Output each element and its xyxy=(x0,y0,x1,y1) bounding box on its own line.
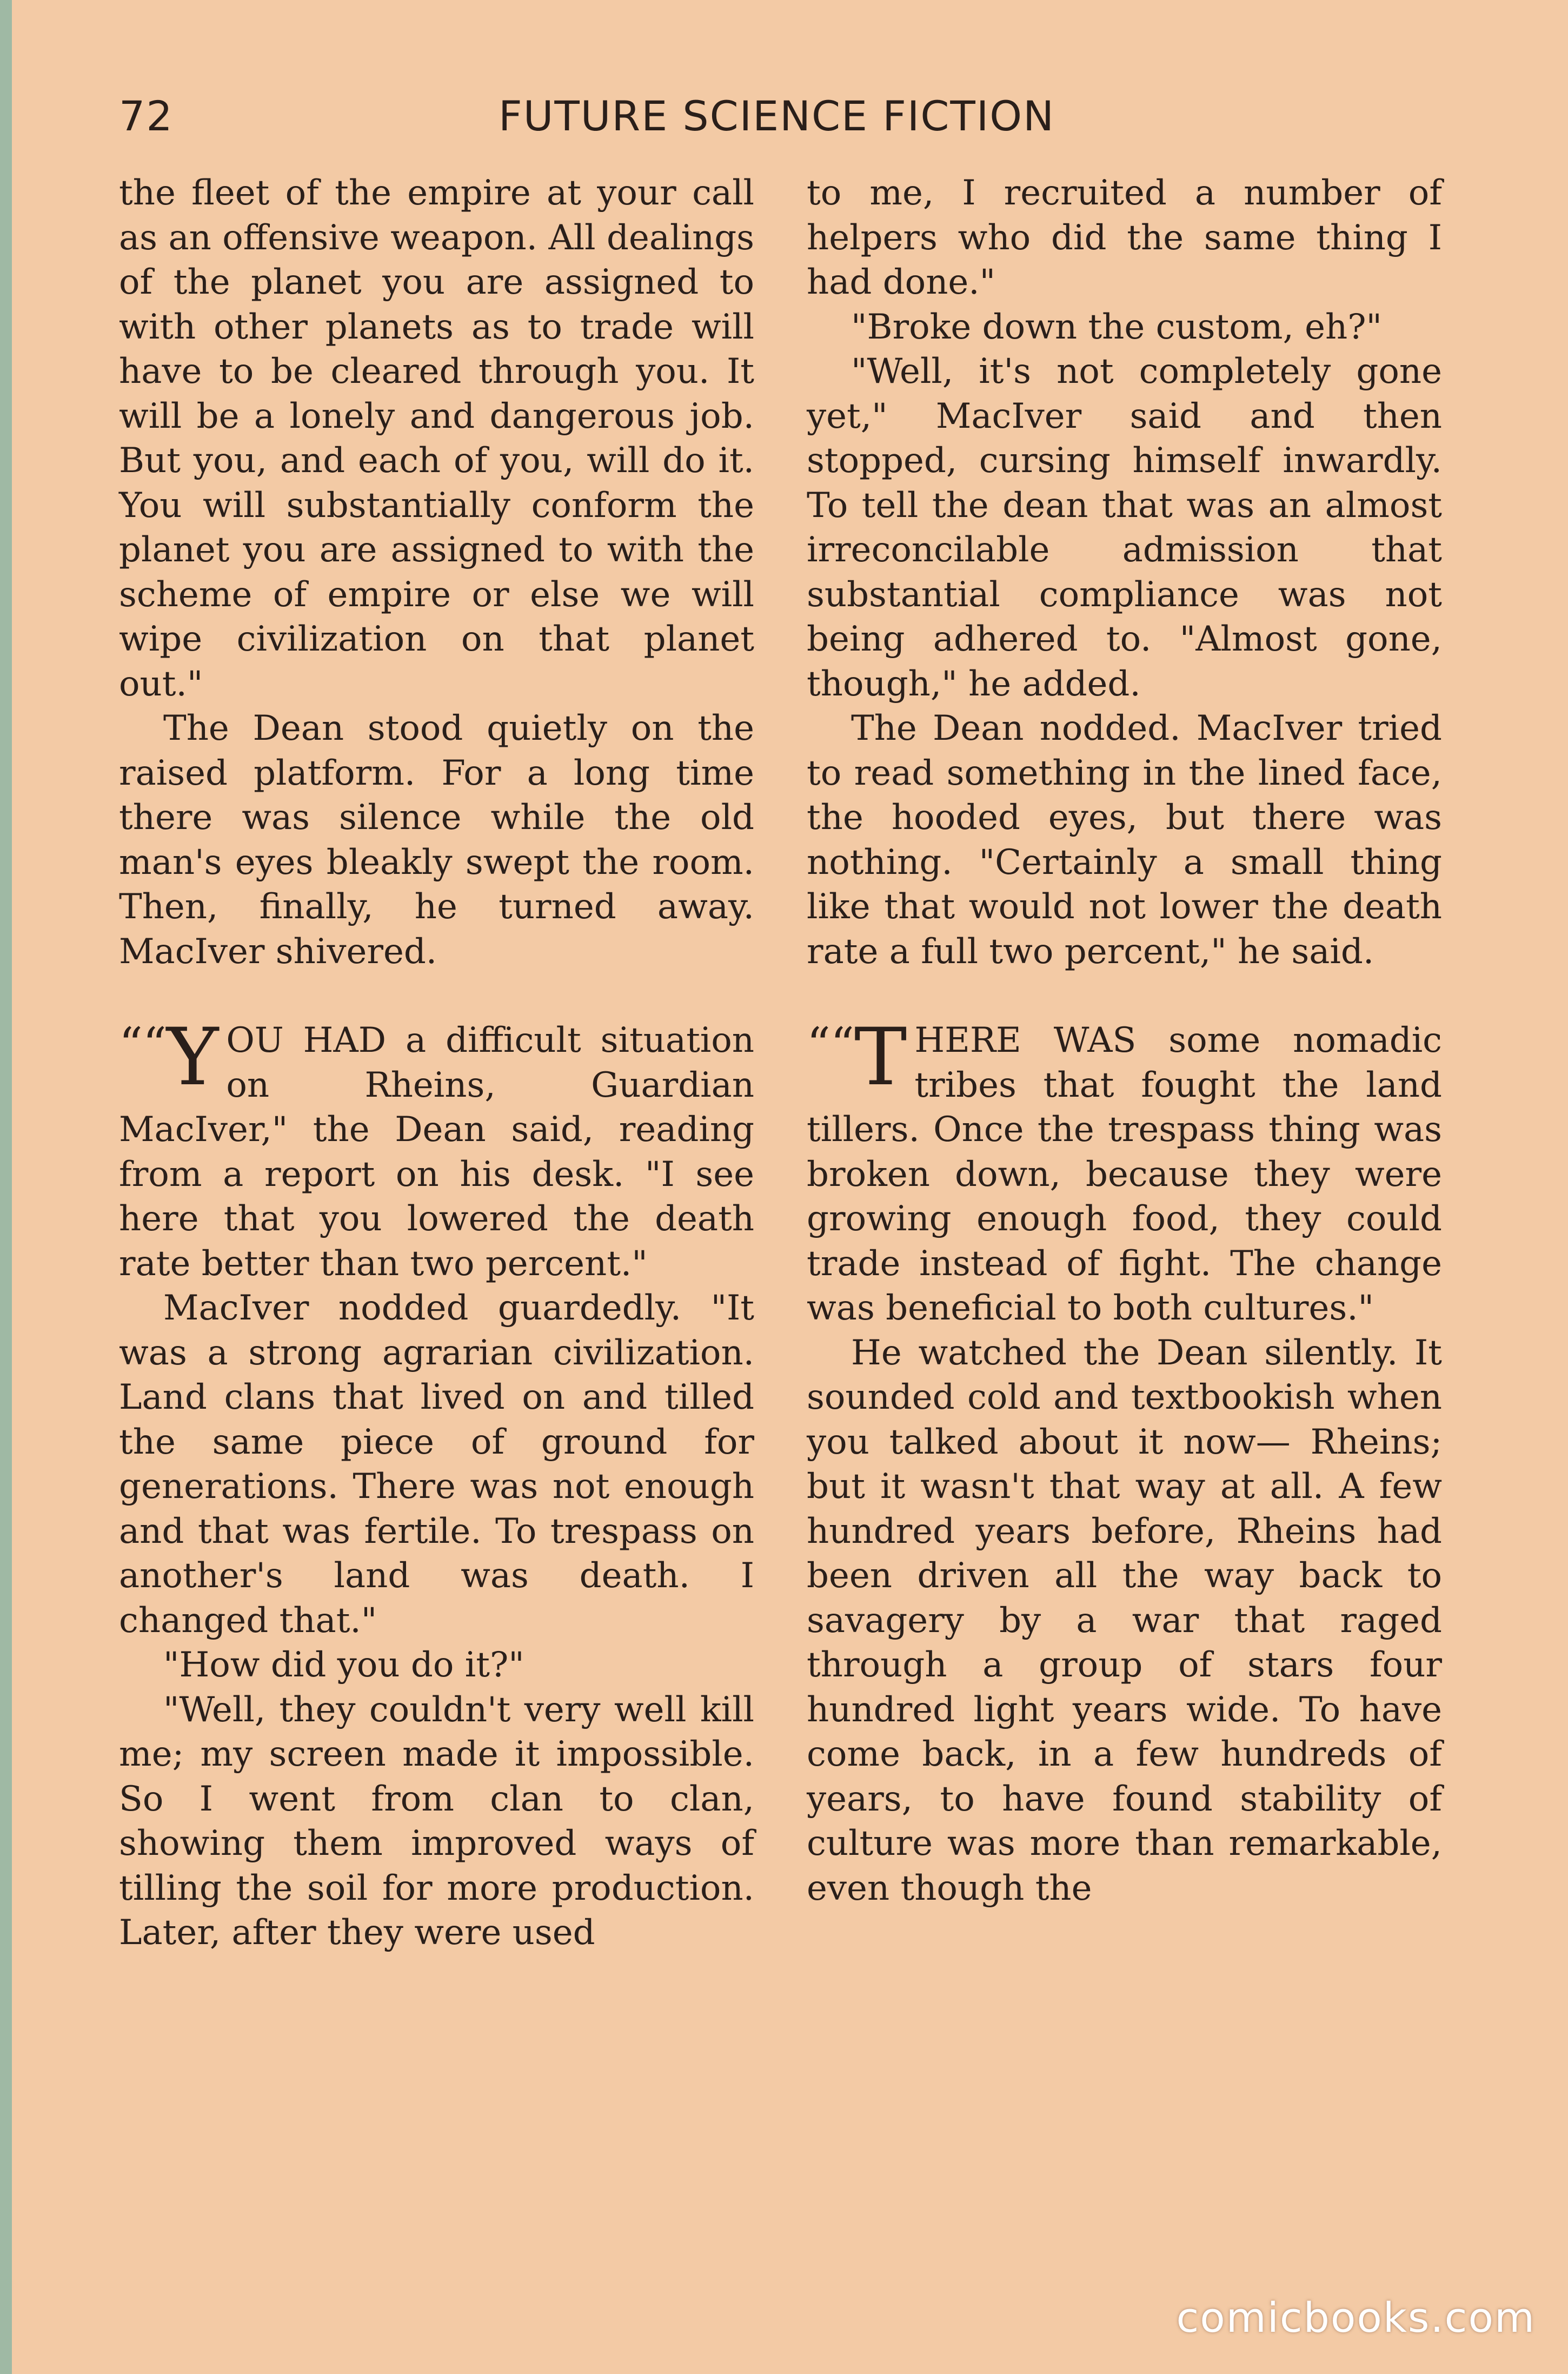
drop-cap-quote: ““ xyxy=(807,1018,854,1072)
drop-cap-letter: Y xyxy=(166,1011,219,1103)
paragraph: "Well, they couldn't very well kill me; my screen made it impossible. So I went from clan to clan, showing them improved ways of tilling the soil for more production. Later, after they were used xyxy=(119,1689,754,1953)
paragraph: MacIver nodded guardedly. "It was a strong agrarian civilization. Land clans that lived on and tilled the same piece of ground for generations. There was not enough and that was fertile. To trespass on another's land was death. I changed that." xyxy=(119,1288,754,1641)
page-number: 72 xyxy=(119,92,174,140)
watermark: comicbooks.com xyxy=(1176,2293,1536,2342)
drop-cap xyxy=(119,1011,219,1103)
right-column xyxy=(807,171,1442,1911)
page-edge xyxy=(0,0,12,2374)
paragraph: "Broke down the custom, eh?" xyxy=(851,307,1382,347)
drop-cap xyxy=(807,1011,907,1103)
paragraph: The Dean nodded. MacIver tried to read something in the lined face, the hooded eyes, but there was nothing. "Certainly a small thing like that would not lower the death rate a full two percent," he said. xyxy=(807,708,1442,972)
paragraph-text: HERE WAS some nomadic tribes that fought the land tillers. Once the trespass thing was broken down, because they were growing enough food, they could trade instead of fight. The change was beneficial to both cultures." xyxy=(807,1020,1442,1328)
paragraph: "Well, it's not completely gone yet," MacIver said and then stopped, cursing himself inwardly. To tell the dean that was an almost irreconcilable admission that substantial compliance was not being adhered to. "Almost gone, though," he added. xyxy=(807,352,1442,704)
dropcap-paragraph xyxy=(807,1011,1442,1331)
paragraph: The Dean stood quietly on the raised platform. For a long time there was silence while the old man's eyes bleakly swept the room. Then, finally, he turned away. MacIver shivered. xyxy=(119,708,754,972)
left-column xyxy=(119,171,754,1955)
paragraph-text: OU HAD a difficult situation on Rheins, Guardian MacIver," the Dean said, reading from a report on his desk. "I see here that you lowered the death rate better than two percent." xyxy=(119,1020,754,1284)
drop-cap-letter: T xyxy=(854,1011,907,1103)
paragraph: He watched the Dean silently. It sounded cold and textbookish when you talked about it now— Rheins; but it wasn't that way at all. A few hundred years before, Rheins had been driven all the way back to savagery by a war that raged through a group of stars four hundred light years wide. To have come back, in a few hundreds of years, to have found stability of culture was more than remarkable, even though the xyxy=(807,1332,1442,1908)
paragraph: "How did you do it?" xyxy=(163,1645,524,1685)
paragraph: the fleet of the empire at your call as an offensive weapon. All dealings of the planet you are assigned to with other planets as to trade will have to be cleared through you. It will be a lonely and dangerous job. But you, and each of you, will do it. You will substantially conform the planet you are assigned to with the scheme of empire or else we will wipe civilization on that planet out." xyxy=(119,173,754,704)
running-title: FUTURE SCIENCE FICTION xyxy=(499,92,1055,140)
magazine-page xyxy=(12,0,1568,2374)
drop-cap-quote: ““ xyxy=(119,1018,167,1072)
dropcap-paragraph xyxy=(119,1011,754,1286)
paragraph: to me, I recruited a number of helpers who did the same thing I had done." xyxy=(807,173,1442,302)
